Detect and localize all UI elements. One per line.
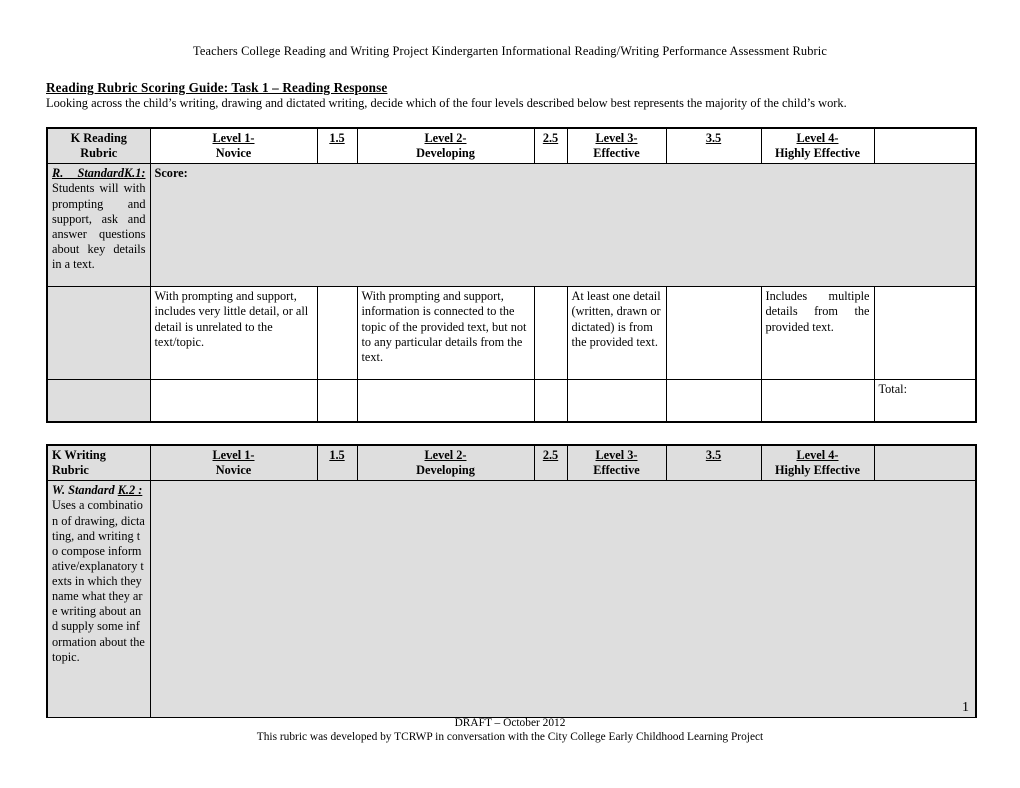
reading-level3-line2: Effective [593,146,640,161]
reading-standard-cell [47,164,150,287]
reading-header-blank [874,128,976,164]
reading-rubric-title-line1: K Reading [70,131,127,145]
reading-descriptor-level-3: At least one detail (written, drawn or dictated) is from the provided text. [567,287,666,380]
reading-standard-row [47,164,976,287]
reading-header-level-3 [567,128,666,164]
reading-header-score-3-5 [666,128,761,164]
reading-level4-line2: Highly Effective [774,146,861,161]
writing-rubric-title-cell [47,445,150,481]
reading-score-1-5-label: 1.5 [329,131,345,145]
reading-descriptor-blank[interactable] [874,287,976,380]
scoring-guide-instructions: Looking across the child’s writing, drawing and dictated writing, decide which of the four levels described below best represents the majority of the child’s work. [46,96,847,110]
reading-level2-line2: Developing [416,146,475,161]
writing-rubric-title-line2: Rubric [52,463,89,478]
reading-descriptor-blank-cell [47,287,150,380]
writing-header-score-2-5 [534,445,567,481]
reading-level2-line1: Level 2- [424,131,467,145]
writing-header-score-3-5 [666,445,761,481]
reading-total-row [47,380,976,423]
reading-total-label-cell[interactable]: Total: [874,380,976,423]
reading-descriptor-level-4: Includes multiple details from the provided text. [761,287,874,380]
reading-descriptor-level-2: With prompting and support, information is connected to the topic of the provided text, but not to any particular details from the text. [357,287,534,380]
document-title: Teachers College Reading and Writing Project Kindergarten Informational Reading/Writing Performance Assessment Rubric [193,44,827,58]
reading-total-level-3[interactable] [567,380,666,423]
scoring-guide-heading: Reading Rubric Scoring Guide: Task 1 – Reading Response [46,80,388,95]
reading-descriptor-score-3-5[interactable] [666,287,761,380]
reading-header-score-1-5 [317,128,357,164]
footer-credit-line: This rubric was developed by TCRWP in conversation with the City College Early Childhood Learning Project [256,731,764,743]
reading-standard-label-1: R. Standard [52,166,124,181]
footer-draft-line: DRAFT – October 2012 [454,717,566,729]
writing-header-level-2 [357,445,534,481]
reading-header-row [47,128,976,164]
writing-level2-line1: Level 2- [424,448,467,462]
reading-rubric-title-line2: Rubric [80,146,118,161]
writing-rubric-title-line1: K Writing [52,448,106,462]
writing-level1-line2: Novice [215,463,252,478]
reading-descriptor-score-2-5[interactable] [534,287,567,380]
reading-total-level-2[interactable] [357,380,534,423]
reading-rubric-table [46,127,977,423]
reading-level4-line1: Level 4- [796,131,839,145]
reading-rubric-title-cell [47,128,150,164]
writing-level3-line2: Effective [593,463,640,478]
reading-standard-text: Students will with prompting and support, ask and answer questions about key details in a text. [52,181,146,271]
reading-descriptor-level-1: With prompting and support, includes very little detail, or all detail is unrelated to the text/topic. [150,287,317,380]
writing-level4-line2: Highly Effective [774,463,861,478]
reading-header-level-1 [150,128,317,164]
reading-level3-line1: Level 3- [595,131,638,145]
reading-descriptor-score-1-5[interactable] [317,287,357,380]
writing-level3-line1: Level 3- [595,448,638,462]
writing-rubric-table [46,444,977,718]
reading-total-score-1-5[interactable] [317,380,357,423]
reading-total-level-4[interactable] [761,380,874,423]
writing-score-3-5-label: 3.5 [705,448,722,462]
writing-score-2-5-label: 2.5 [542,448,559,462]
writing-level4-line1: Level 4- [796,448,839,462]
writing-standard-text: Uses a combination of drawing, dictating, and writing to compose informative/explanatory texts in which they name what they are writing about and supply some information about the topic. [52,498,145,664]
reading-level1-line1: Level 1- [212,131,255,145]
writing-header-row [47,445,976,481]
reading-total-score-2-5[interactable] [534,380,567,423]
reading-descriptor-row [47,287,976,380]
writing-level1-line1: Level 1- [212,448,255,462]
reading-score-3-5-label: 3.5 [705,131,722,145]
page-number: 1 [962,700,969,715]
writing-header-blank [874,445,976,481]
reading-header-level-4 [761,128,874,164]
reading-header-score-2-5 [534,128,567,164]
writing-header-level-1 [150,445,317,481]
writing-header-level-4 [761,445,874,481]
reading-score-label: Score: [154,166,188,181]
writing-standard-row [47,481,976,718]
writing-standard-label-2: K.2 : [117,483,143,498]
writing-body-cell[interactable] [150,481,976,718]
reading-total-blank-cell [47,380,150,423]
reading-total-score-3-5[interactable] [666,380,761,423]
reading-standard-label-2: K.1: [123,166,146,181]
writing-standard-cell [47,481,150,718]
reading-header-level-2 [357,128,534,164]
reading-level1-line2: Novice [215,146,252,161]
reading-score-cell[interactable] [150,164,976,287]
reading-score-2-5-label: 2.5 [542,131,559,145]
writing-level2-line2: Developing [416,463,475,478]
writing-header-level-3 [567,445,666,481]
writing-standard-label-1: W. Standard [52,483,115,498]
reading-total-level-1[interactable] [150,380,317,423]
writing-score-1-5-label: 1.5 [329,448,345,462]
writing-header-score-1-5 [317,445,357,481]
